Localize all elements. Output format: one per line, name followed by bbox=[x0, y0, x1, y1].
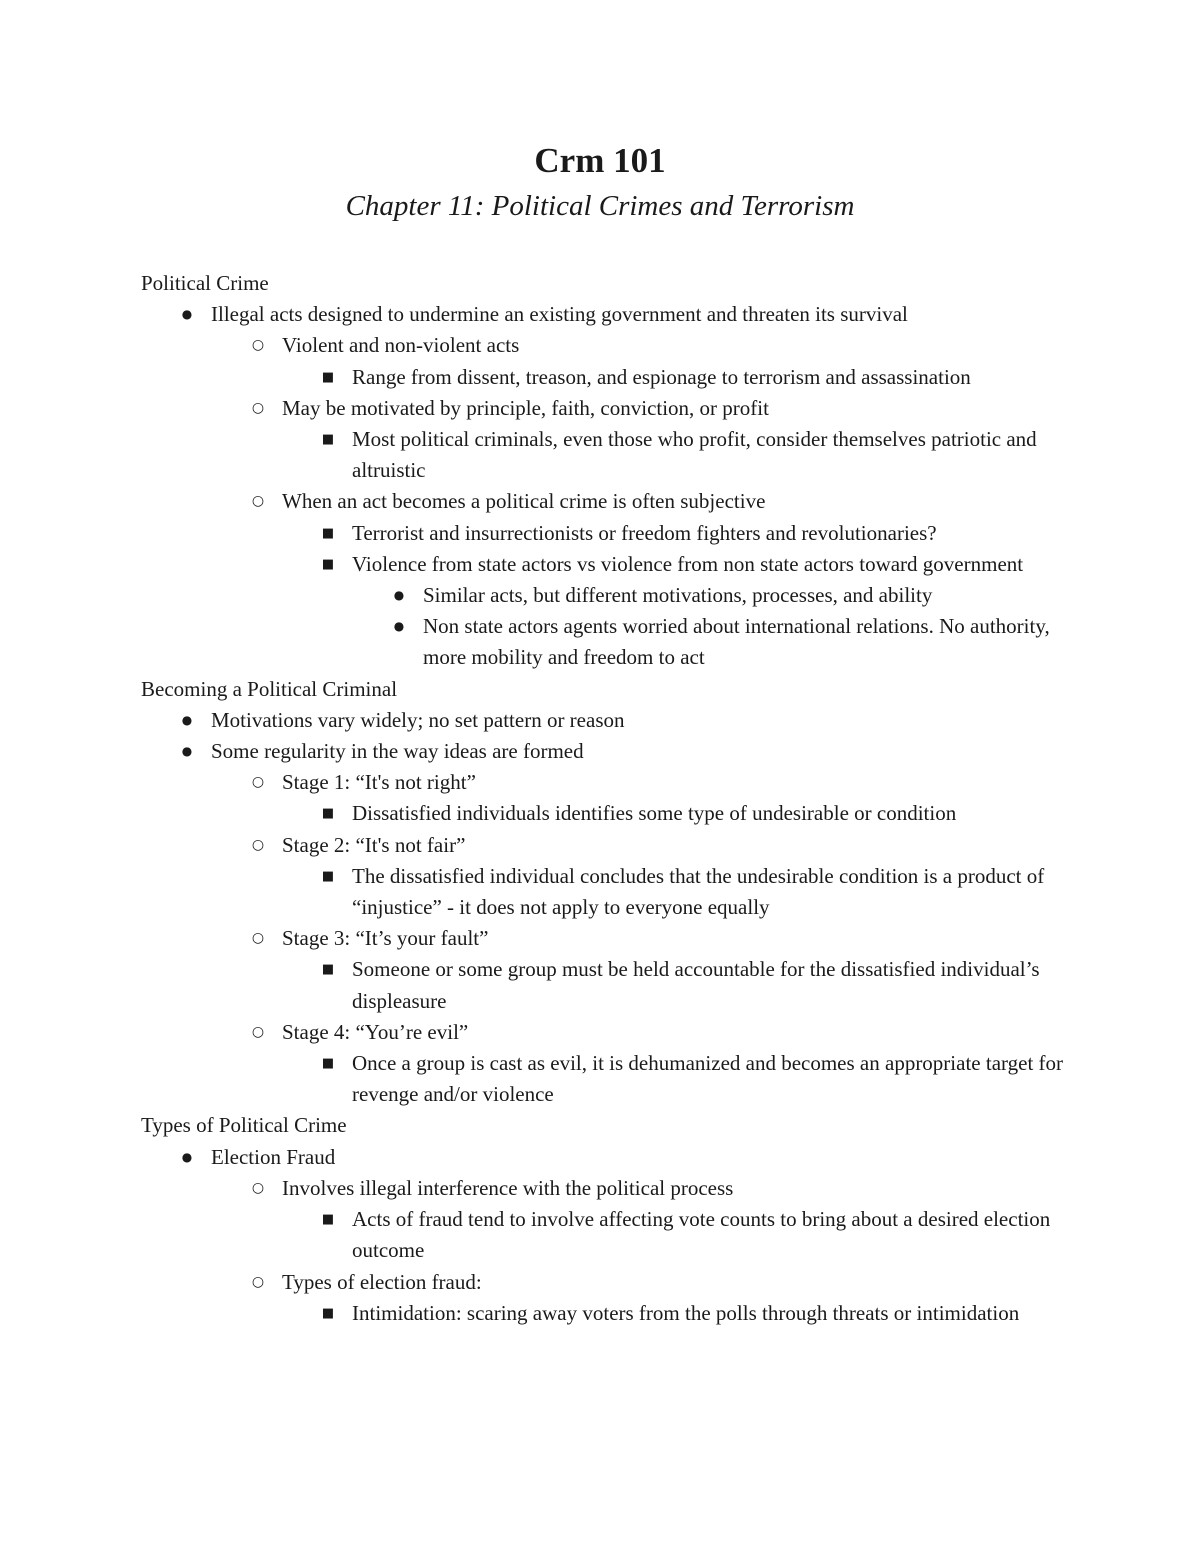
document-subtitle: Chapter 11: Political Crimes and Terrorism bbox=[345, 190, 855, 222]
list-item-text: Non state actors agents worried about international relations. No authority, more mobility and freedom to act bbox=[423, 614, 1050, 670]
list-item-level-2 bbox=[251, 1017, 1081, 1048]
list-item-level-1 bbox=[181, 299, 1081, 330]
list-item-level-4 bbox=[393, 611, 1081, 673]
list-item-level-1 bbox=[181, 705, 1081, 736]
disc-bullet-icon: ● bbox=[181, 744, 193, 759]
square-bullet-icon: ■ bbox=[321, 556, 335, 572]
list-item-level-3 bbox=[321, 362, 1081, 393]
square-bullet-icon: ■ bbox=[321, 1056, 335, 1072]
disc-bullet-icon: ● bbox=[393, 588, 405, 603]
list-item-text: The dissatisfied individual concludes that the undesirable condition is a product of “injustice” - it does not apply to everyone equally bbox=[352, 863, 1045, 920]
list-item-text: Intimidation: scaring away voters from the polls through threats or intimidation bbox=[352, 1300, 1020, 1325]
list-item-level-3 bbox=[321, 1048, 1081, 1110]
circle-bullet-icon: ○ bbox=[251, 774, 265, 791]
circle-bullet-icon: ○ bbox=[251, 836, 265, 853]
list-item-text: Most political criminals, even those who profit, consider themselves patriotic and altruistic bbox=[352, 427, 1037, 483]
list-item-text: Some regularity in the way ideas are formed bbox=[211, 739, 584, 764]
list-item-text: Involves illegal interference with the political process bbox=[282, 1175, 734, 1200]
list-item-level-2 bbox=[251, 1173, 1081, 1204]
list-item-level-3 bbox=[321, 424, 1081, 486]
circle-bullet-icon: ○ bbox=[251, 1023, 265, 1040]
circle-bullet-icon: ○ bbox=[251, 1179, 265, 1196]
list-item-level-3 bbox=[321, 518, 1081, 549]
list-item-level-3 bbox=[321, 549, 1081, 580]
list-item-text: Range from dissent, treason, and espionage to terrorism and assassination bbox=[352, 364, 971, 389]
square-bullet-icon: ■ bbox=[321, 369, 335, 385]
circle-bullet-icon: ○ bbox=[251, 930, 265, 947]
circle-bullet-icon: ○ bbox=[251, 399, 265, 416]
square-bullet-icon: ■ bbox=[321, 525, 335, 541]
list-item-level-2 bbox=[251, 393, 1081, 424]
disc-bullet-icon: ● bbox=[181, 712, 193, 727]
list-item-text: Once a group is cast as evil, it is dehumanized and becomes an appropriate target for revenge and/or violence bbox=[352, 1051, 1064, 1107]
circle-bullet-icon: ○ bbox=[251, 493, 265, 510]
list-item-text: Someone or some group must be held accountable for the dissatisfied individual’s displeasure bbox=[352, 957, 1040, 1013]
list-item-level-1 bbox=[181, 1142, 1081, 1173]
disc-bullet-icon: ● bbox=[181, 1149, 193, 1164]
square-bullet-icon: ■ bbox=[321, 868, 335, 884]
list-item-level-3 bbox=[321, 798, 1081, 829]
list-item-level-3 bbox=[321, 954, 1081, 1016]
square-bullet-icon: ■ bbox=[321, 1305, 335, 1321]
list-item-level-3 bbox=[321, 1298, 1081, 1329]
section-heading: Political Crime bbox=[141, 271, 269, 295]
list-item-level-2 bbox=[251, 486, 1081, 517]
square-bullet-icon: ■ bbox=[321, 432, 335, 448]
list-item-text: Dissatisfied individuals identifies some type of undesirable or condition bbox=[352, 801, 957, 826]
list-item-text: Motivations vary widely; no set pattern or reason bbox=[211, 707, 625, 732]
list-item-text: Acts of fraud tend to involve affecting vote counts to bring about a desired election outcome bbox=[352, 1207, 1051, 1263]
section-heading: Types of Political Crime bbox=[141, 1113, 347, 1138]
square-bullet-icon: ■ bbox=[321, 806, 335, 822]
list-item-text: Election Fraud bbox=[211, 1144, 336, 1169]
disc-bullet-icon: ● bbox=[393, 619, 405, 634]
disc-bullet-icon: ● bbox=[181, 307, 193, 322]
list-item-text: Violent and non-violent acts bbox=[282, 333, 520, 358]
list-item-text: May be motivated by principle, faith, conviction, or profit bbox=[282, 395, 769, 420]
list-item-level-2 bbox=[251, 923, 1081, 954]
list-item-level-1 bbox=[181, 736, 1081, 767]
list-item-text: Similar acts, but different motivations, processes, and ability bbox=[423, 583, 933, 608]
section-heading: Becoming a Political Criminal bbox=[141, 676, 398, 701]
square-bullet-icon: ■ bbox=[321, 1212, 335, 1228]
list-item-level-2 bbox=[251, 767, 1081, 798]
list-item-level-4 bbox=[393, 580, 1081, 611]
square-bullet-icon: ■ bbox=[321, 962, 335, 978]
list-item-text: Violence from state actors vs violence from non state actors toward government bbox=[352, 551, 1024, 576]
list-item-text: Types of election fraud: bbox=[282, 1269, 482, 1294]
list-item-level-3 bbox=[321, 861, 1081, 923]
list-item-level-3 bbox=[321, 1204, 1081, 1266]
list-item-text: Illegal acts designed to undermine an existing government and threaten its survival bbox=[211, 302, 908, 327]
list-item-text: When an act becomes a political crime is often subjective bbox=[282, 489, 766, 514]
list-item-text: Terrorist and insurrectionists or freedom fighters and revolutionaries? bbox=[352, 520, 937, 545]
list-item-level-2 bbox=[251, 1267, 1081, 1298]
circle-bullet-icon: ○ bbox=[251, 1273, 265, 1290]
list-item-text: Stage 2: “It's not fair” bbox=[282, 832, 466, 857]
document-body bbox=[141, 268, 1081, 1329]
list-item-level-2 bbox=[251, 830, 1081, 861]
document-title: Crm 101 bbox=[534, 141, 666, 180]
list-item-text: Stage 1: “It's not right” bbox=[282, 770, 476, 795]
list-item-level-2 bbox=[251, 330, 1081, 361]
list-item-text: Stage 4: “You’re evil” bbox=[282, 1019, 469, 1044]
circle-bullet-icon: ○ bbox=[251, 337, 265, 354]
list-item-text: Stage 3: “It’s your fault” bbox=[282, 926, 489, 951]
